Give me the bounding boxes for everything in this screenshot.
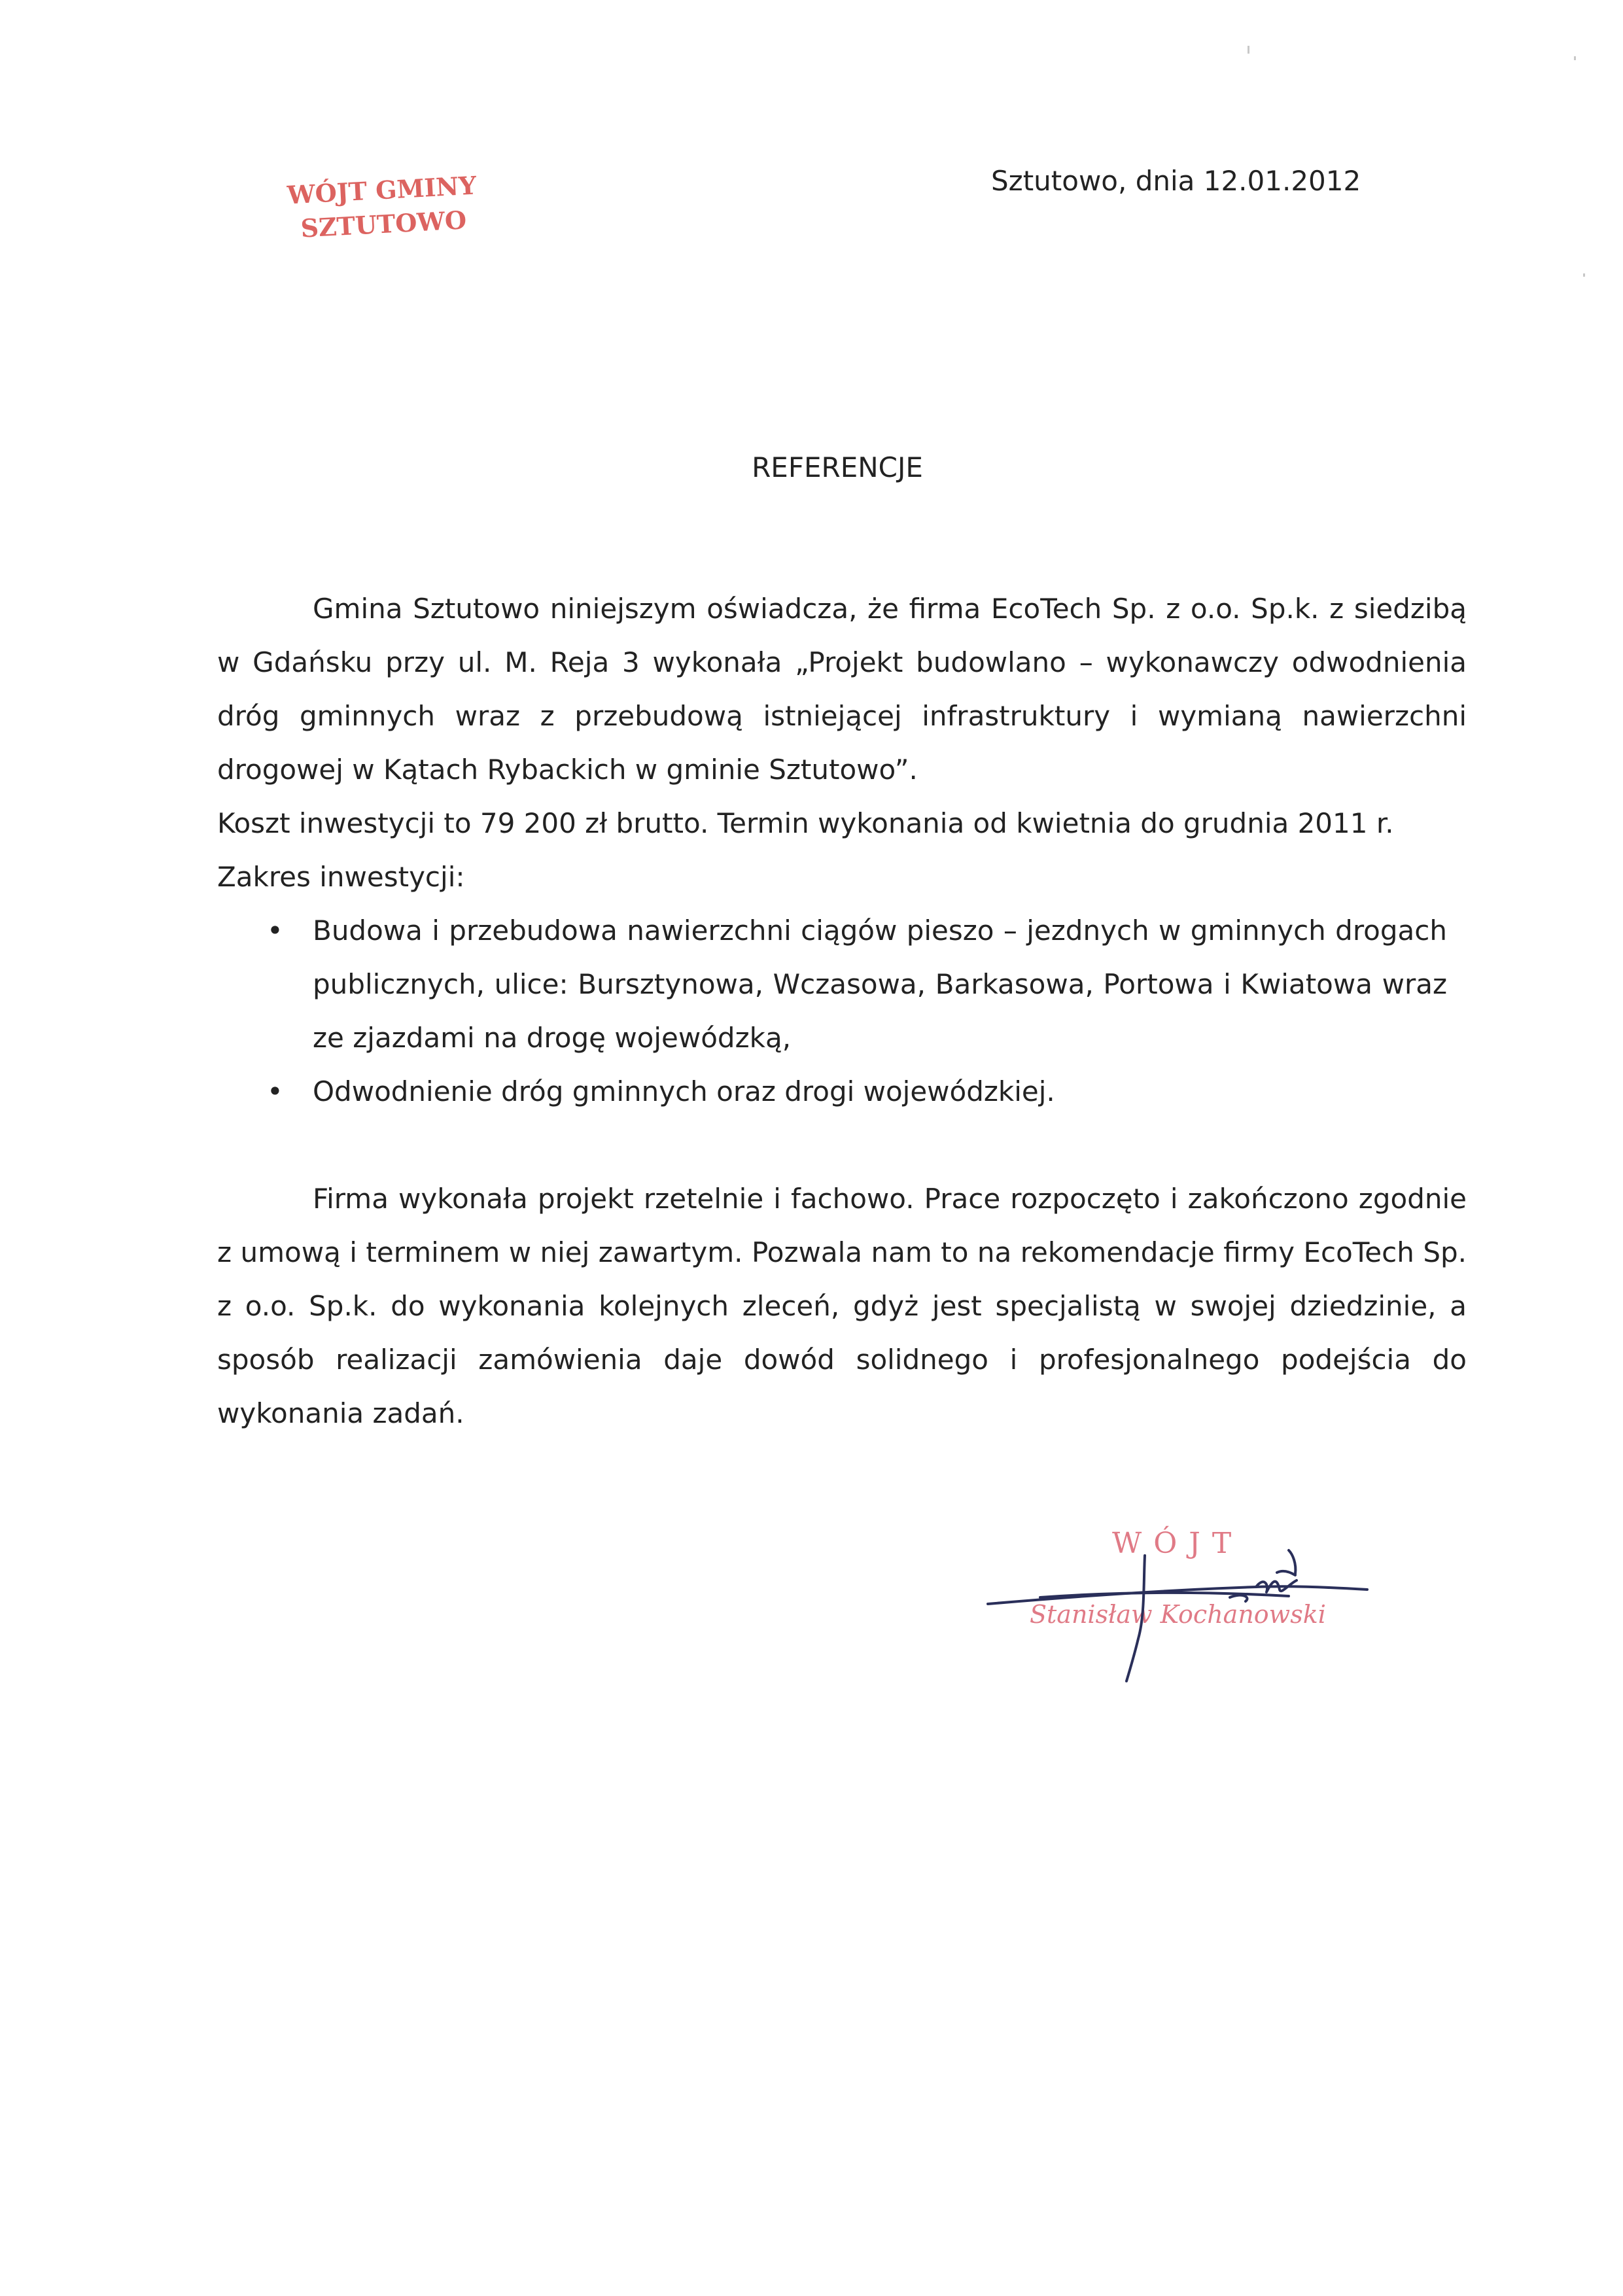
scope-item-text: Odwodnienie dróg gminnych oraz drogi wojewódzkiej. [313,1075,1055,1107]
intro-paragraph: Gmina Sztutowo niniejszym oświadcza, że firma EcoTech Sp. z o.o. Sp.k. z siedzibą w Gdańsku przy ul. M. Reja 3 wykonała „Projekt budowlano – wykonawczy odwodnienia dróg gminnych wraz z przebudową istniejącej infrastruktury i wymianą nawierzchni drogowej w Kątach Rybackich w gminie Sztutowo”. [217,593,1467,786]
handwritten-signature [981,1524,1400,1707]
scan-speck [1574,56,1576,60]
bullet-icon: • [267,1075,283,1107]
scan-speck [1248,46,1249,54]
signature-stamp-name: Stanisław Kochanowski [1030,1600,1326,1629]
scan-speck [1583,273,1585,277]
cost-line: Koszt inwestycji to 79 200 zł brutto. Termin wykonania od kwietnia do grudnia 2011 r. [217,807,1394,839]
signature-block [981,1524,1400,1707]
scope-item [217,1065,1467,1119]
signature-stamp-title: WÓJT [1112,1527,1244,1560]
closing-paragraph: Firma wykonała projekt rzetelnie i fachowo. Prace rozpoczęto i zakończono zgodnie z umową i terminem w niej zawartym. Pozwala nam to na rekomendacje firmy EcoTech Sp. z o.o. Sp.k. do wykonania kolejnych zleceń, gdyż jest specjalistą w swojej dziedzinie, a sposób realizacji zamówienia daje dowód solidnego i profesjonalnego podejścia do wykonania zadań. [217,1183,1467,1429]
scope-list [217,904,1467,1119]
stamp-line-1: WÓJT GMINY [286,170,478,210]
scope-heading: Zakres inwestycji: [217,861,465,893]
scope-item-text: Budowa i przebudowa nawierzchni ciągów pieszo – jezdnych w gminnych drogach publicznych, ulice: Bursztynowa, Wczasowa, Barkasowa, Portowa i Kwiatowa wraz ze zjazdami na drogę wojewódzką, [313,914,1447,1054]
document-title: REFERENCJE [752,451,923,483]
place-and-date: Sztutowo, dnia 12.01.2012 [991,165,1361,197]
municipality-stamp [276,168,489,247]
stamp-line-2: SZTUTOWO [300,205,468,243]
paragraph-gap [217,1119,1467,1172]
letter-body [217,582,1467,1440]
bullet-icon: • [267,914,283,947]
scope-item [217,904,1467,1065]
